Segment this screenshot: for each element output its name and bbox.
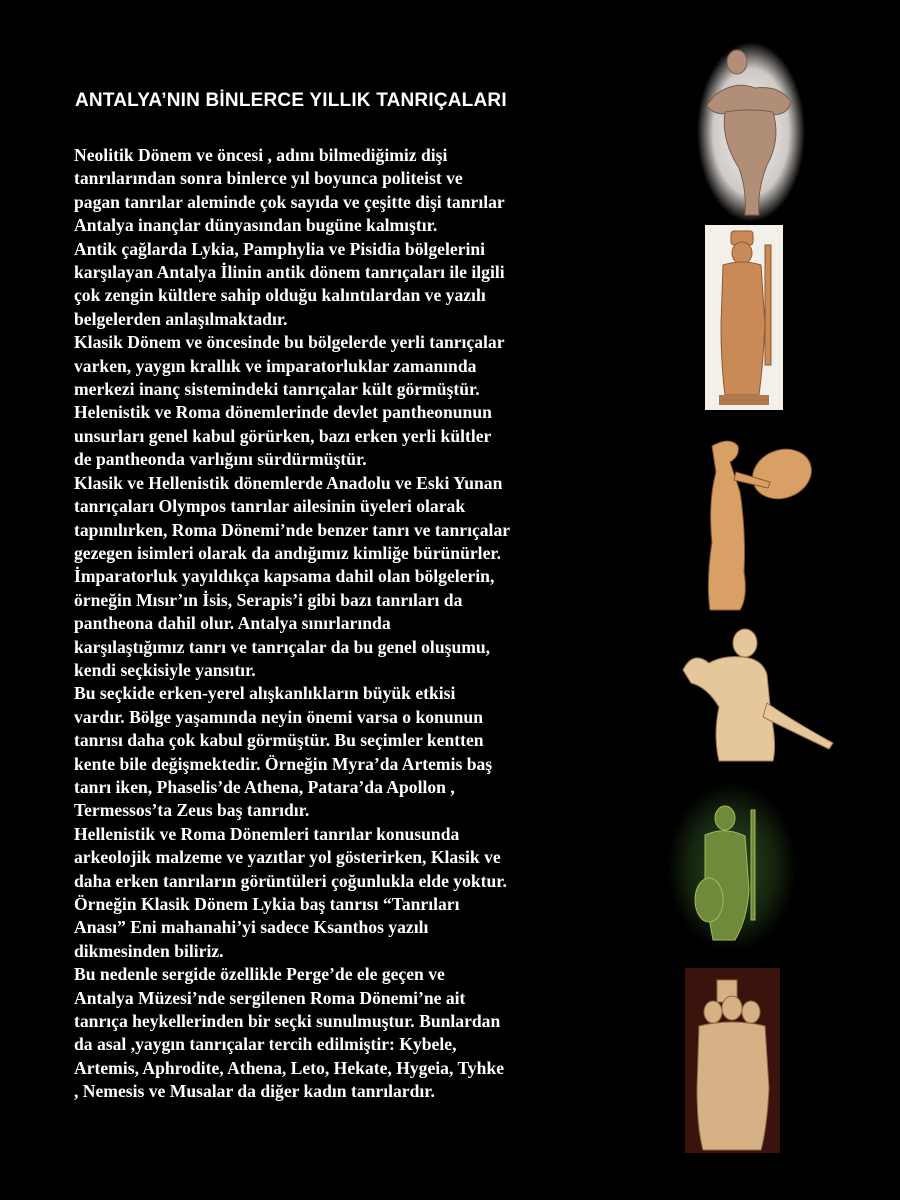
text-line: tanrısı daha çok kabul görmüştür. Bu seçimler kentten bbox=[74, 730, 484, 751]
text-line: karşılaştığımız tanrı ve tanrıçalar da bu genel oluşumu, bbox=[74, 636, 491, 657]
text-line: gezegen isimleri olarak da andığımız kimliğe bürünürler. bbox=[74, 542, 501, 563]
text-line: karşılayan Antalya İlinin antik dönem tanrıçaları ile ilgili bbox=[74, 262, 505, 283]
text-line: Bu nedenle sergide özellikle Perge’de ele geçen ve bbox=[74, 964, 445, 985]
text-line: Klasik Dönem ve öncesinde bu bölgelerde yerli tanrıçalar bbox=[74, 332, 505, 353]
text-line: Artemis, Aphrodite, Athena, Leto, Hekate, Hygeia, Tyhke bbox=[74, 1057, 505, 1078]
text-line: daha erken tanrıların görüntüleri çoğunlukla elde yoktur. bbox=[74, 870, 507, 891]
neolithic-goddess-figurine-image bbox=[695, 40, 807, 225]
text-line: tanrı iken, Phaselis’de Athena, Patara’da Apollon , bbox=[74, 776, 455, 797]
text-line: Antik çağlarda Lykia, Pamphylia ve Pisidia bölgelerini bbox=[74, 238, 486, 259]
text-line: dikmesinden biliriz. bbox=[74, 940, 224, 961]
text-line: Anası” Eni mahanahi’yi sadece Ksanthos yazılı bbox=[74, 917, 429, 938]
text-line: kente bile değişmektedir. Örneğin Myra’da Artemis baş bbox=[74, 753, 493, 774]
standing-goddess-statue-image bbox=[705, 225, 783, 410]
text-line: Bu seçkide erken-yerel alışkanlıkların büyük etkisi bbox=[74, 683, 456, 704]
text-line: Neolitik Dönem ve öncesi , adını bilmediğimiz dişi bbox=[74, 145, 448, 165]
text-line: pagan tanrılar aleminde çok sayıda ve çeşitte dişi tanrılar bbox=[74, 191, 505, 212]
text-line: tanrıça heykellerinden bir seçki sunulmuştur. Bunlardan bbox=[74, 1011, 501, 1032]
text-line: da asal ,yaygın tanrıçalar tercih edilmiştir: Kybele, bbox=[74, 1034, 457, 1055]
text-line: Termessos’ta Zeus baş tanrıdır. bbox=[74, 800, 310, 821]
text-line: İmparatorluk yayıldıkça kapsama dahil olan bölgelerin, bbox=[74, 566, 495, 587]
text-line: pantheona dahil olur. Antalya sınırlarında bbox=[74, 613, 391, 634]
text-line: Hellenistik ve Roma Dönemleri tanrılar konusunda bbox=[74, 823, 460, 844]
text-line: Antalya inançlar dünyasından bugüne kalmıştır. bbox=[74, 215, 438, 236]
text-line: varken, yaygın krallık ve imparatorluklar zamanında bbox=[74, 355, 477, 376]
text-line: Klasik ve Hellenistik dönemlerde Anadolu ve Eski Yunan bbox=[74, 472, 503, 493]
text-line: kendi seçkisiyle yansıtır. bbox=[74, 659, 256, 680]
text-line: örneğin Mısır’ın İsis, Serapis’i gibi bazı tanrıları da bbox=[74, 589, 463, 610]
athena-relief-image bbox=[665, 780, 800, 955]
goddess-with-tympanon-statue-image bbox=[700, 432, 815, 614]
text-line: Örneğin Klasik Dönem Lykia baş tanrısı “Tanrıları bbox=[74, 894, 460, 914]
text-line: belgelerden anlaşılmaktadır. bbox=[74, 308, 288, 329]
text-line: unsurları genel kabul görürken, bazı erken yerli kültler bbox=[74, 425, 492, 446]
page-title: ANTALYA’NIN BİNLERCE YILLIK TANRIÇALARI bbox=[75, 90, 507, 111]
hekate-statue-image bbox=[685, 968, 780, 1153]
text-line: arkeolojik malzeme ve yazıtlar yol gösterirken, Klasik ve bbox=[74, 847, 501, 868]
text-line: vardır. Bölge yaşamında neyin önemi varsa o konunun bbox=[74, 706, 483, 727]
body-text bbox=[74, 144, 674, 1104]
text-line: çok zengin kültlere sahip olduğu kalıntılardan ve yazılı bbox=[74, 285, 486, 306]
text-line: tanrılarından sonra binlerce yıl boyunca politeist ve bbox=[74, 168, 463, 189]
text-line: tanrıçaları Olympos tanrılar ailesinin üyeleri olarak bbox=[74, 496, 466, 517]
text-line: Antalya Müzesi’nde sergilenen Roma Dönemi’ne ait bbox=[74, 987, 466, 1008]
text-line: de pantheonda varlığını sürdürmüştür. bbox=[74, 449, 367, 470]
text-line: , Nemesis ve Musalar da diğer kadın tanrılardır. bbox=[74, 1081, 435, 1102]
text-line: tapınılırken, Roma Dönemi’nde benzer tanrı ve tanrıçalar bbox=[74, 519, 511, 540]
text-line: Helenistik ve Roma dönemlerinde devlet pantheonunun bbox=[74, 402, 492, 423]
artemis-statue-image bbox=[663, 625, 838, 763]
text-line: merkezi inanç sistemindeki tanrıçalar kült görmüştür. bbox=[74, 379, 480, 400]
